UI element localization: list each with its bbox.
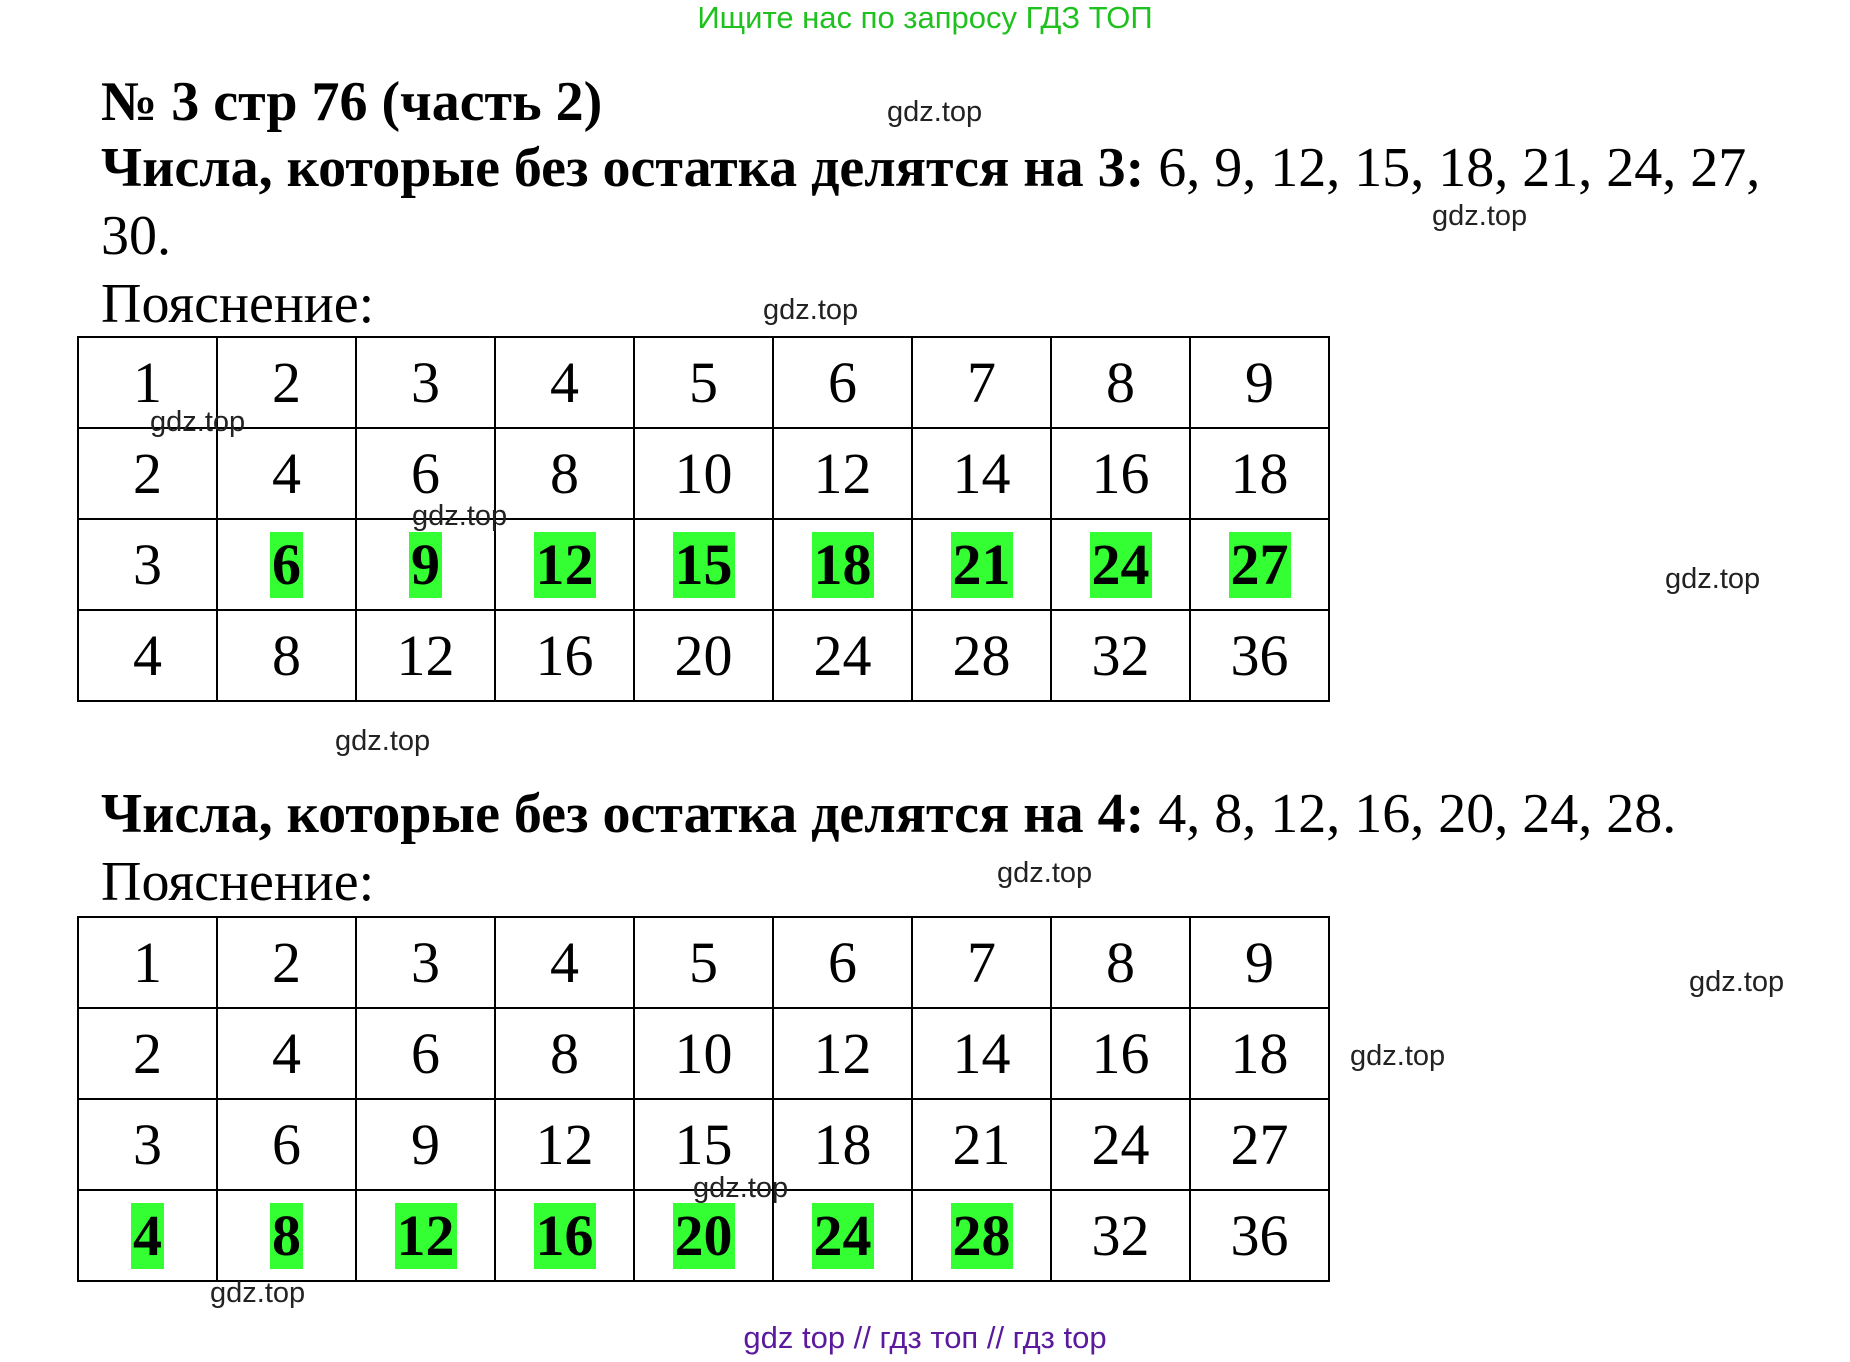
table-cell: 4	[495, 337, 634, 428]
table-cell: 27	[1190, 1099, 1329, 1190]
table-row	[78, 917, 1329, 1008]
table-cell: 32	[1051, 1190, 1190, 1281]
section2-explain-label: Пояснение:	[101, 851, 375, 913]
table-cell: 6	[356, 1008, 495, 1099]
table-cell: 12	[773, 1008, 912, 1099]
highlighted-value: 27	[1230, 532, 1289, 597]
table-cell: 5	[634, 337, 773, 428]
highlighted-value: 24	[813, 1203, 872, 1268]
table-row	[78, 519, 1329, 610]
table-cell	[495, 1190, 634, 1281]
table-cell: 3	[78, 1099, 217, 1190]
task-title: № 3 стр 76 (часть 2)	[101, 71, 603, 133]
table-cell: 32	[1051, 610, 1190, 701]
table-cell: 3	[78, 519, 217, 610]
table-cell: 4	[78, 610, 217, 701]
table-cell: 2	[78, 428, 217, 519]
section1-lead: Числа, которые без остатка делятся на 3:	[101, 137, 1145, 199]
table-cell: 36	[1190, 1190, 1329, 1281]
table-cell: 7	[912, 337, 1051, 428]
table-cell: 4	[217, 1008, 356, 1099]
highlighted-value: 9	[411, 532, 440, 597]
table-cell: 24	[773, 610, 912, 701]
table-cell: 8	[1051, 337, 1190, 428]
table-cell	[912, 1190, 1051, 1281]
bottom-links[interactable]: gdz top // гдз топ // гдз top	[743, 1320, 1107, 1355]
table-cell	[634, 519, 773, 610]
highlighted-value: 4	[133, 1203, 162, 1268]
table-cell	[1051, 519, 1190, 610]
table-cell: 7	[912, 917, 1051, 1008]
section1-table	[77, 336, 1330, 702]
watermark: gdz.top	[693, 1172, 789, 1204]
table-cell: 2	[217, 917, 356, 1008]
table-cell	[217, 519, 356, 610]
table-cell: 20	[634, 610, 773, 701]
watermark: gdz.top	[1350, 1040, 1446, 1072]
table-cell: 10	[634, 1008, 773, 1099]
table-cell: 36	[1190, 610, 1329, 701]
table-cell: 8	[495, 1008, 634, 1099]
table-cell: 6	[217, 1099, 356, 1190]
table-cell: 21	[912, 1099, 1051, 1190]
table-cell	[356, 1190, 495, 1281]
highlighted-value: 6	[272, 532, 301, 597]
highlighted-value: 18	[813, 532, 872, 597]
section2-answer	[101, 780, 1676, 848]
watermark: gdz.top	[887, 96, 983, 128]
watermark: gdz.top	[997, 857, 1093, 889]
table-cell: 10	[634, 428, 773, 519]
table-cell: 5	[634, 917, 773, 1008]
table-cell: 8	[1051, 917, 1190, 1008]
search-banner: Ищите нас по запросу ГДЗ ТОП	[697, 0, 1153, 35]
highlighted-value: 28	[952, 1203, 1011, 1268]
table-cell	[912, 519, 1051, 610]
table-cell: 1	[78, 337, 217, 428]
section1-explain-label: Пояснение:	[101, 273, 375, 335]
highlighted-value: 12	[535, 532, 594, 597]
table-cell: 3	[356, 337, 495, 428]
highlighted-value: 12	[396, 1203, 455, 1268]
table-row	[78, 337, 1329, 428]
table-cell: 9	[356, 1099, 495, 1190]
highlighted-value: 20	[674, 1203, 733, 1268]
table-cell: 8	[217, 610, 356, 701]
table-cell: 2	[217, 337, 356, 428]
watermark: gdz.top	[1665, 563, 1761, 595]
table-cell	[1190, 519, 1329, 610]
table-cell: 2	[78, 1008, 217, 1099]
table-cell	[78, 1190, 217, 1281]
section2-table	[77, 916, 1330, 1282]
table-cell	[495, 519, 634, 610]
table-cell: 12	[356, 610, 495, 701]
watermark: gdz.top	[412, 500, 508, 532]
watermark: gdz.top	[1432, 200, 1528, 232]
table-cell: 9	[1190, 917, 1329, 1008]
table-cell: 18	[1190, 428, 1329, 519]
table-cell: 6	[773, 337, 912, 428]
table-cell	[773, 1190, 912, 1281]
watermark: gdz.top	[210, 1277, 306, 1309]
table-cell: 24	[1051, 1099, 1190, 1190]
highlighted-value: 8	[272, 1203, 301, 1268]
highlighted-value: 15	[674, 532, 733, 597]
table-cell: 6	[356, 428, 495, 519]
section1-answer	[101, 134, 1760, 202]
table-cell: 18	[1190, 1008, 1329, 1099]
table-cell: 4	[217, 428, 356, 519]
watermark: gdz.top	[1689, 966, 1785, 998]
table-cell: 12	[773, 428, 912, 519]
table-cell: 15	[634, 1099, 773, 1190]
highlighted-value: 16	[535, 1203, 594, 1268]
watermark: gdz.top	[763, 294, 859, 326]
table-cell: 12	[495, 1099, 634, 1190]
table-cell: 16	[495, 610, 634, 701]
table-cell: 18	[773, 1099, 912, 1190]
watermark: gdz.top	[335, 725, 431, 757]
section1-answer-cont: 30.	[101, 205, 171, 267]
section2-values: 4, 8, 12, 16, 20, 24, 28.	[1144, 783, 1677, 845]
watermark: gdz.top	[150, 406, 246, 438]
table-cell	[773, 519, 912, 610]
table-row	[78, 1008, 1329, 1099]
table-cell: 28	[912, 610, 1051, 701]
table-cell: 16	[1051, 428, 1190, 519]
table-cell: 14	[912, 1008, 1051, 1099]
table-cell: 3	[356, 917, 495, 1008]
table-cell: 14	[912, 428, 1051, 519]
highlighted-value: 24	[1091, 532, 1150, 597]
table-cell: 4	[495, 917, 634, 1008]
table-cell: 6	[773, 917, 912, 1008]
table-row	[78, 428, 1329, 519]
table-cell: 16	[1051, 1008, 1190, 1099]
section2-lead: Числа, которые без остатка делятся на 4:	[101, 783, 1145, 845]
table-cell	[217, 1190, 356, 1281]
highlighted-value: 21	[952, 532, 1011, 597]
table-row	[78, 610, 1329, 701]
table-cell: 9	[1190, 337, 1329, 428]
section1-values: 6, 9, 12, 15, 18, 21, 24, 27,	[1144, 137, 1761, 199]
table-cell: 8	[495, 428, 634, 519]
table-cell: 1	[78, 917, 217, 1008]
